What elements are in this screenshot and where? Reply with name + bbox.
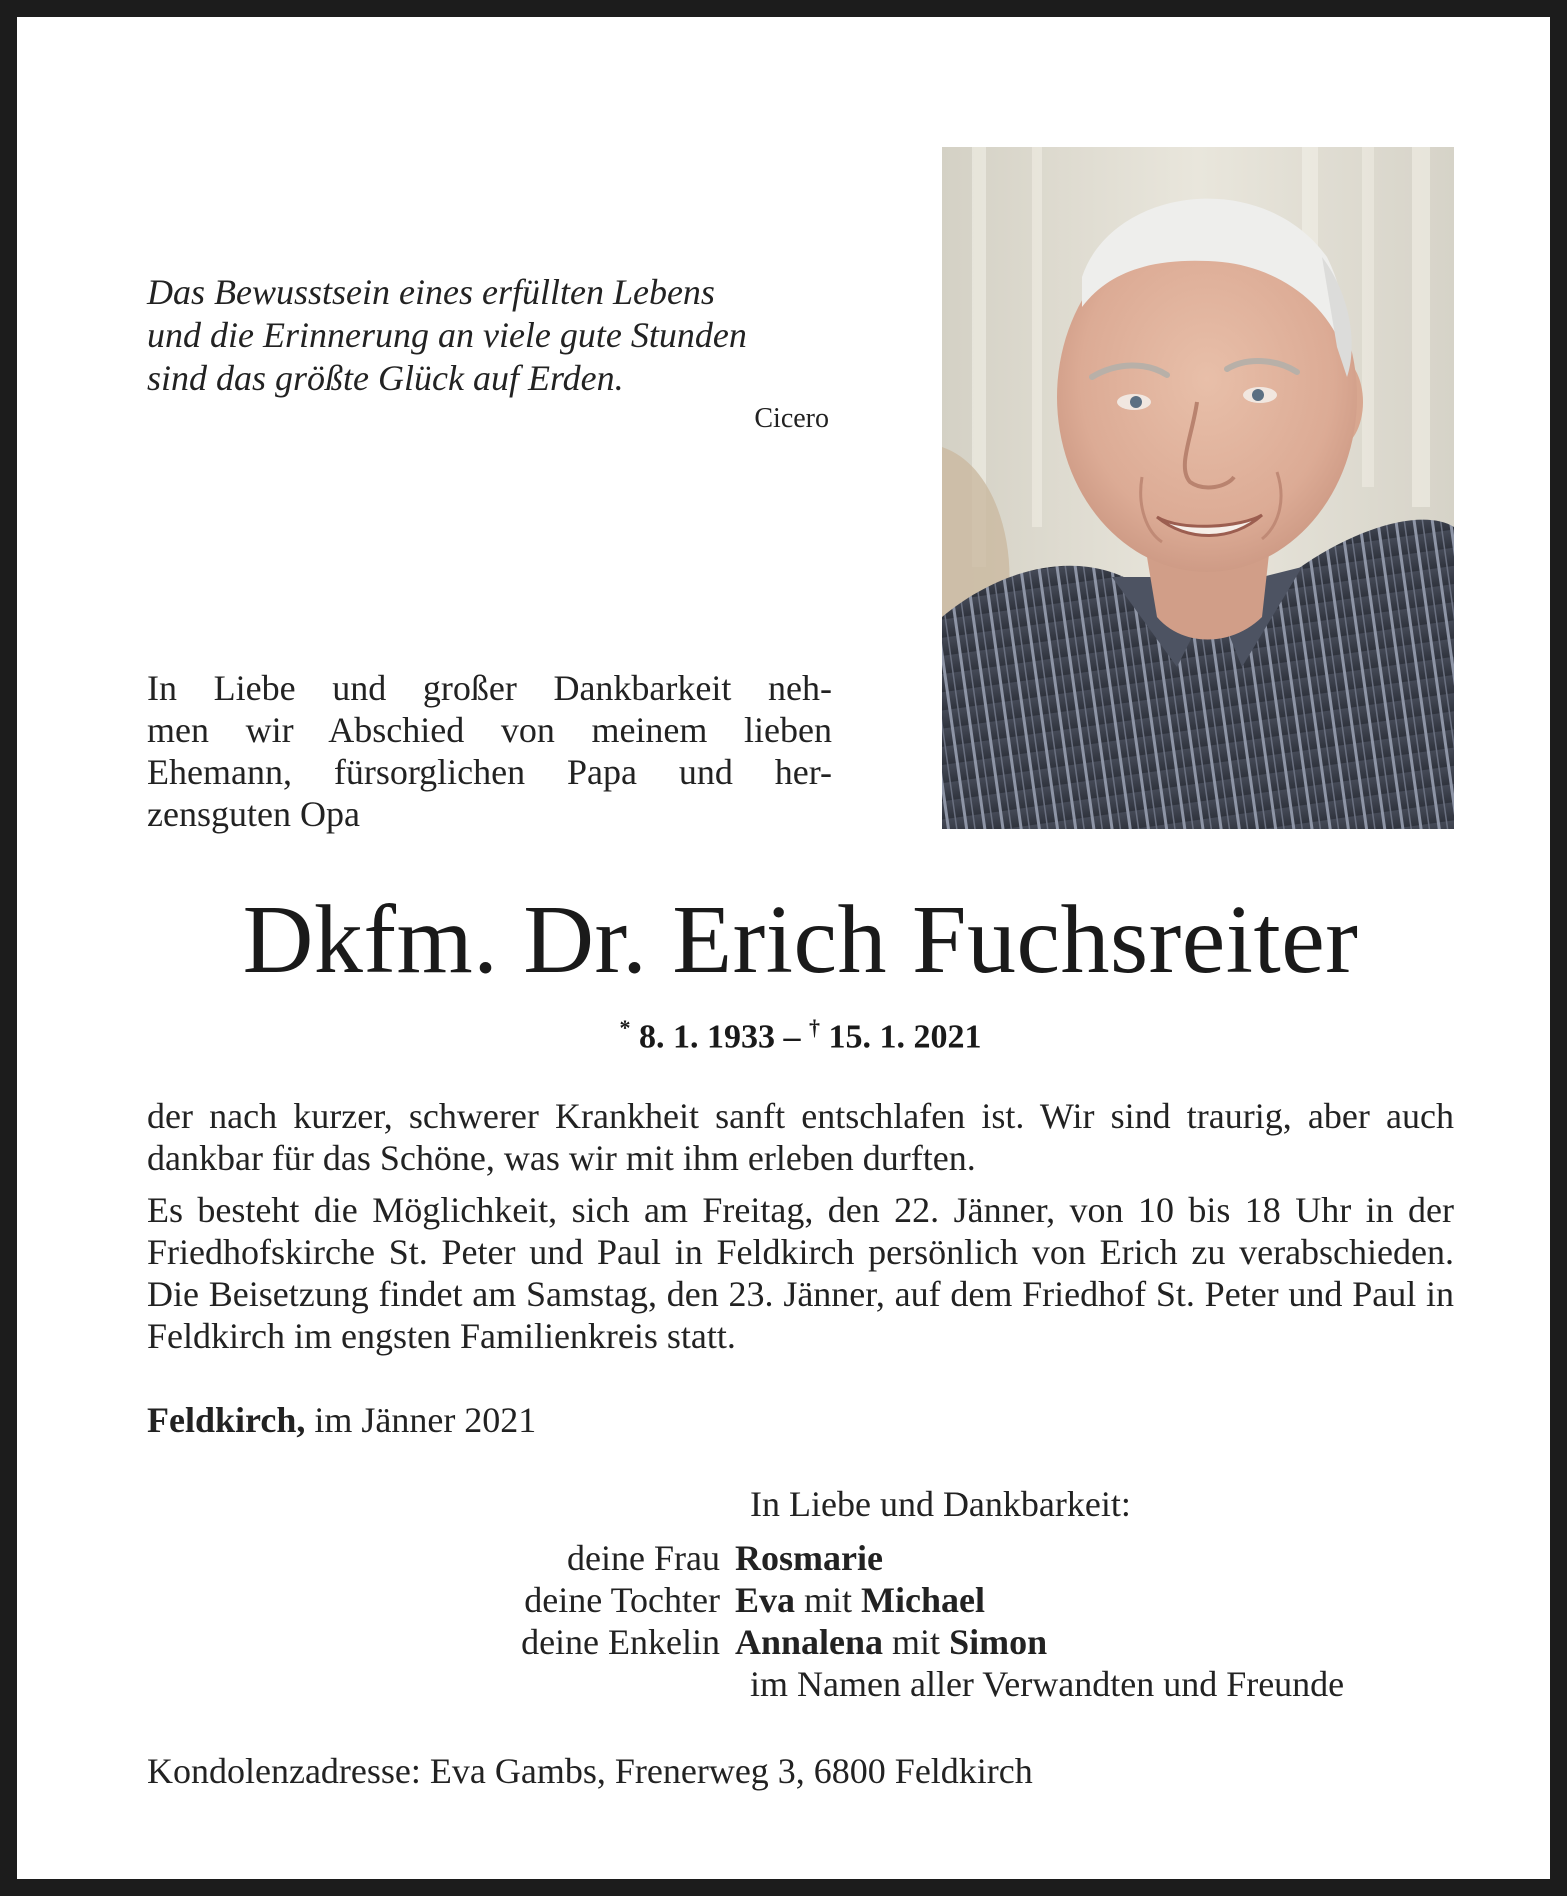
deceased-name: Dkfm. Dr. Erich Fuchsreiter	[242, 886, 1359, 994]
death-symbol: †	[809, 1015, 820, 1040]
signature-names	[735, 1621, 1047, 1663]
signature-connector: mit	[804, 1580, 853, 1620]
signature-row	[317, 1537, 1467, 1579]
body-paragraph: der nach kurzer, schwerer Krankheit sanft entschlafen ist. Wir sind traurig, aber auch dankbar für das Schöne, was wir mit ihm erleben durften.	[147, 1096, 1454, 1178]
quote-line: sind das größte Glück auf Erden.	[147, 358, 624, 398]
signature-name: Rosmarie	[735, 1538, 883, 1578]
intro-line: men wir Abschied von meinem lieben	[147, 710, 832, 750]
body-text	[147, 1095, 1454, 1367]
signature-name: Eva	[735, 1580, 796, 1620]
signature-closing: im Namen aller Verwandten und Freunde	[750, 1664, 1345, 1704]
birth-date: 8. 1. 1933	[639, 1018, 775, 1056]
body-paragraph: Es besteht die Möglichkeit, sich am Freitag, den 22. Jänner, von 10 bis 18 Uhr in der Friedhofskirche St. Peter und Paul in Feldkirch persönlich von Erich zu verabschieden. Die Beisetzung findet am Samstag, den 23. Jänner, auf dem Friedhof St. Peter und Paul in Feldkirch im engsten Familienkreis statt.	[147, 1190, 1454, 1356]
portrait-photo-icon	[942, 147, 1454, 829]
place-month: im Jänner 2021	[314, 1400, 537, 1440]
condolence-address: Kondolenzadresse: Eva Gambs, Frenerweg 3, 6800 Feldkirch	[147, 1751, 1033, 1791]
signature-connector: mit	[892, 1622, 941, 1662]
quote-author: Cicero	[754, 403, 829, 434]
signature-row	[317, 1579, 1467, 1621]
intro-line: In Liebe und großer Dankbarkeit neh-	[147, 668, 832, 708]
signature-relation: deine Tochter	[524, 1580, 720, 1620]
signature-name: Michael	[861, 1580, 985, 1620]
life-dates	[17, 1015, 1567, 1056]
signatures-heading: In Liebe und Dankbarkeit:	[750, 1484, 1131, 1524]
quote-line: und die Erinnerung an viele gute Stunden	[147, 315, 747, 355]
signature-relation: deine Frau	[567, 1538, 720, 1578]
quote	[147, 271, 847, 400]
birth-symbol: *	[619, 1015, 631, 1040]
signatures	[317, 1537, 1467, 1705]
intro-line: Ehemann, fürsorglichen Papa und her-	[147, 752, 832, 792]
intro-line: zensguten Opa	[147, 794, 360, 834]
signature-name: Annalena	[735, 1622, 884, 1662]
death-date: 15. 1. 2021	[828, 1018, 982, 1056]
signature-names	[735, 1579, 985, 1621]
place-city: Feldkirch,	[147, 1400, 306, 1440]
intro-paragraph	[147, 667, 832, 835]
portrait-photo	[942, 147, 1454, 829]
signature-names	[735, 1537, 883, 1579]
signature-name: Simon	[949, 1622, 1048, 1662]
quote-line: Das Bewusstsein eines erfüllten Lebens	[147, 272, 715, 312]
date-dash: –	[783, 1018, 801, 1056]
signature-row	[317, 1621, 1467, 1663]
signature-relation: deine Enkelin	[521, 1622, 720, 1662]
place-date	[147, 1399, 947, 1441]
